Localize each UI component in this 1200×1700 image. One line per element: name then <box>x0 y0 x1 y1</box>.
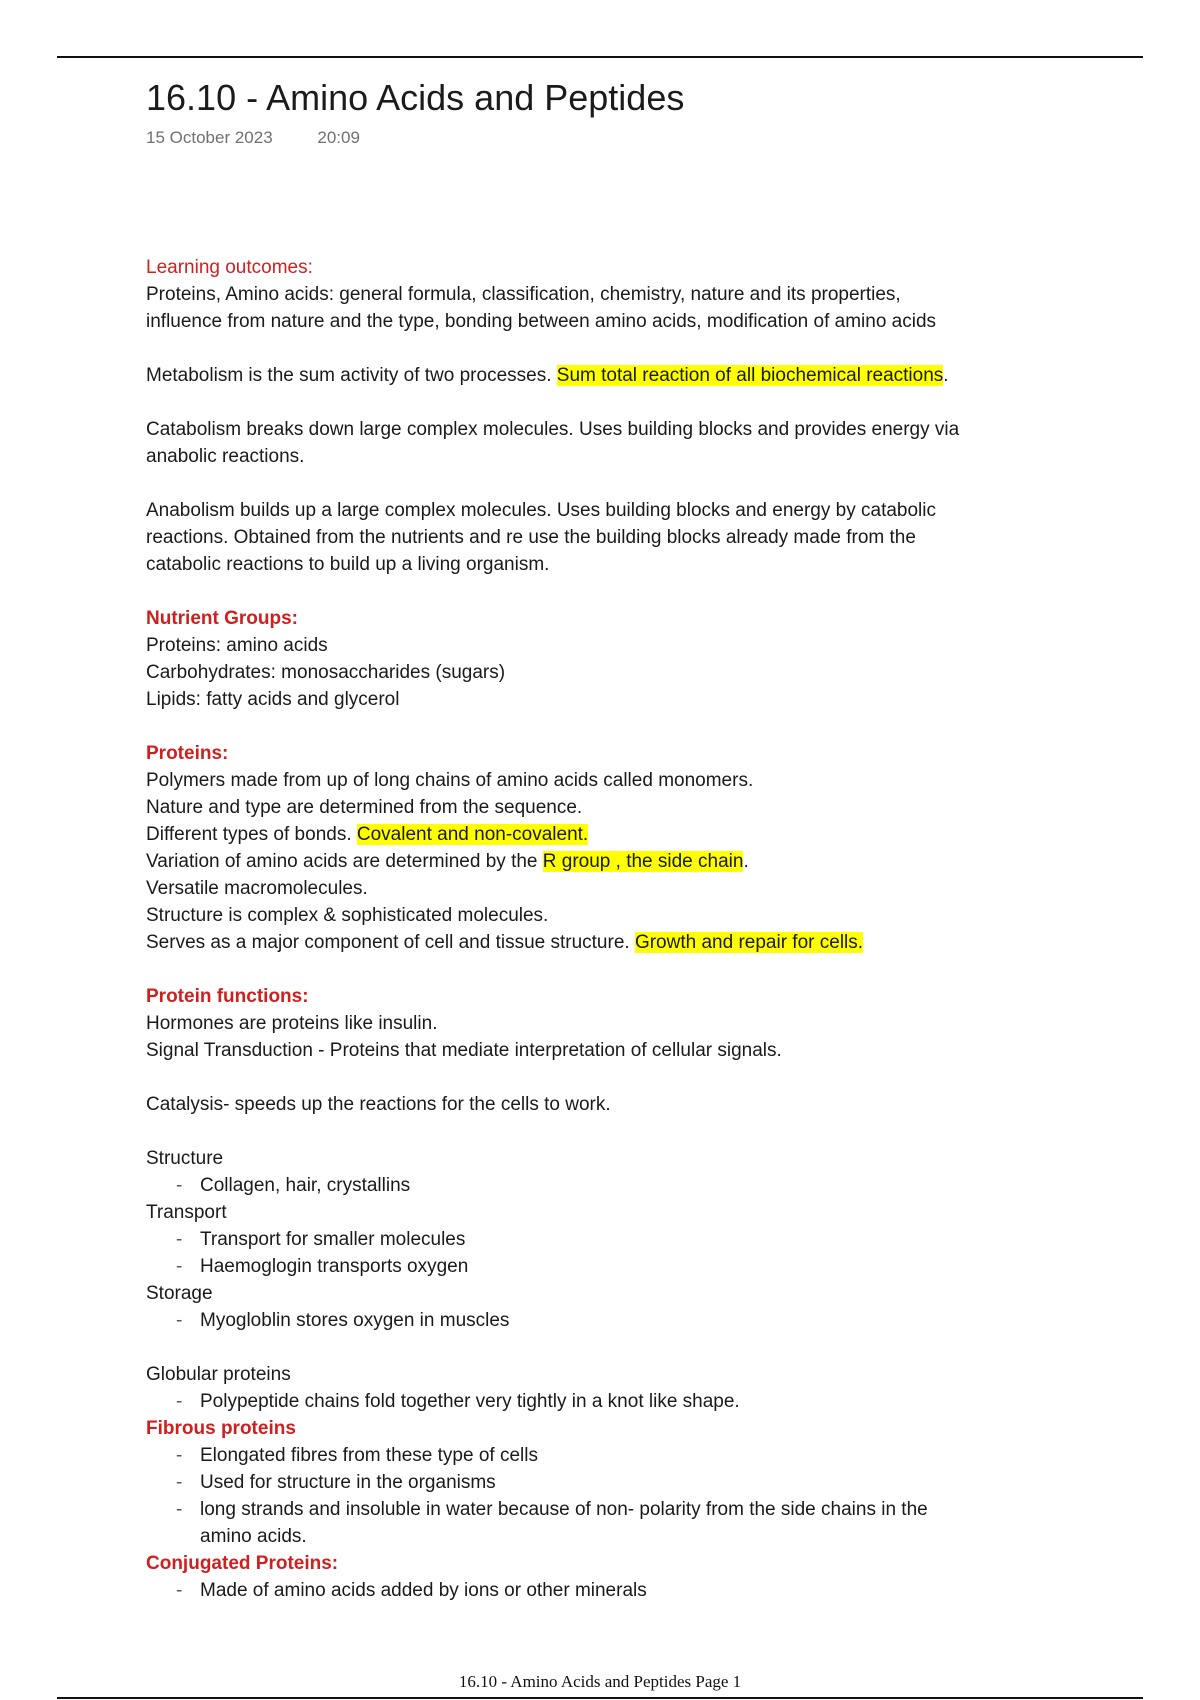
proteins-line-3 <box>146 821 1076 848</box>
proteins-line-2: Nature and type are determined from the sequence. <box>146 797 583 818</box>
page-footer: 16.10 - Amino Acids and Peptides Page 1 <box>458 1672 742 1691</box>
bullet-dash: - <box>176 1229 183 1250</box>
anabolism-line-3: catabolic reactions to build up a living organism. <box>146 554 550 575</box>
bullet-dash: - <box>176 1310 183 1331</box>
proteins-line-7-text: Serves as a major component of cell and tissue structure. <box>146 932 635 953</box>
anabolism-line-1: Anabolism builds up a large complex molecules. Uses building blocks and energy by catabolic <box>146 500 936 521</box>
page-meta <box>146 128 1076 152</box>
growth-highlight: Growth and repair for cells. <box>634 932 864 953</box>
learning-outcomes-text-2: influence from nature and the type, bonding between amino acids, modification of amino acids <box>146 311 937 332</box>
page-header <box>146 76 1076 152</box>
list-item <box>146 1577 1076 1604</box>
proteins-heading: Proteins: <box>146 743 229 764</box>
metabolism-highlight: Sum total reaction of all biochemical reactions <box>556 365 944 386</box>
nutrient-item: Carbohydrates: monosaccharides (sugars) <box>146 662 506 683</box>
metabolism-line <box>146 362 1076 389</box>
list-item <box>146 1253 1076 1280</box>
proteins-line-3-text: Different types of bonds. <box>146 824 357 845</box>
globular-label: Globular proteins <box>146 1364 291 1385</box>
proteins-line-7 <box>146 929 1076 956</box>
nutrient-item: Proteins: amino acids <box>146 635 328 656</box>
protein-functions-heading: Protein functions: <box>146 986 309 1007</box>
proteins-line-4 <box>146 848 1076 875</box>
anabolism-line-2: reactions. Obtained from the nutrients and re use the building blocks already made from the <box>146 527 916 548</box>
bullet-dash: - <box>176 1445 183 1466</box>
list-item-text: long strands and insoluble in water because of non- polarity from the side chains in the amino acids. <box>200 1499 928 1547</box>
proteins-line-4-text: Variation of amino acids are determined by the <box>146 851 543 872</box>
note-body <box>146 254 1076 1604</box>
bullet-dash: - <box>176 1472 183 1493</box>
list-item <box>146 1469 1076 1496</box>
proteins-line-6: Structure is complex & sophisticated molecules. <box>146 905 549 926</box>
bullet-dash: - <box>176 1256 183 1277</box>
conjugated-heading: Conjugated Proteins: <box>146 1553 339 1574</box>
proteins-line-1: Polymers made from up of long chains of amino acids called monomers. <box>146 770 754 791</box>
list-item-text: Elongated fibres from these type of cells <box>200 1445 538 1466</box>
metabolism-text: Metabolism is the sum activity of two processes. <box>146 365 557 386</box>
list-item <box>146 1172 1076 1199</box>
bottom-divider <box>57 1697 1143 1699</box>
structure-label: Structure <box>146 1148 224 1169</box>
functions-line-1: Hormones are proteins like insulin. <box>146 1013 438 1034</box>
top-divider <box>57 56 1143 58</box>
list-item <box>146 1442 1076 1469</box>
list-item <box>146 1388 1076 1415</box>
list-item-text: Haemoglogin transports oxygen <box>200 1256 469 1277</box>
bullet-dash: - <box>176 1499 183 1520</box>
catabolism-line-2: anabolic reactions. <box>146 446 305 467</box>
list-item <box>146 1226 1076 1253</box>
functions-line-3: Catalysis- speeds up the reactions for the cells to work. <box>146 1094 611 1115</box>
list-item-text: Myogloblin stores oxygen in muscles <box>200 1310 510 1331</box>
bullet-dash: - <box>176 1175 183 1196</box>
nutrient-item: Lipids: fatty acids and glycerol <box>146 689 400 710</box>
list-item-text: Used for structure in the organisms <box>200 1472 496 1493</box>
page-title: 16.10 - Amino Acids and Peptides <box>146 77 685 118</box>
list-item-text: Transport for smaller molecules <box>200 1229 466 1250</box>
learning-outcomes-text-1: Proteins, Amino acids: general formula, classification, chemistry, nature and its properties, <box>146 284 901 305</box>
page-time: 20:09 <box>317 128 360 147</box>
list-item <box>146 1496 940 1550</box>
bonds-highlight: Covalent and non-covalent. <box>356 824 589 845</box>
fibrous-heading: Fibrous proteins <box>146 1418 296 1439</box>
bullet-dash: - <box>176 1580 183 1601</box>
list-item-text: Collagen, hair, crystallins <box>200 1175 411 1196</box>
metabolism-suffix: . <box>943 365 949 386</box>
nutrient-groups-heading: Nutrient Groups: <box>146 608 298 629</box>
r-group-highlight: R group , the side chain <box>542 851 744 872</box>
transport-label: Transport <box>146 1202 227 1223</box>
list-item-text: Polypeptide chains fold together very tightly in a knot like shape. <box>200 1391 740 1412</box>
proteins-line-5: Versatile macromolecules. <box>146 878 368 899</box>
list-item <box>146 1307 1076 1334</box>
list-item-text: Made of amino acids added by ions or other minerals <box>200 1580 647 1601</box>
catabolism-line-1: Catabolism breaks down large complex molecules. Uses building blocks and provides energy via <box>146 419 960 440</box>
storage-label: Storage <box>146 1283 213 1304</box>
page-date: 15 October 2023 <box>146 128 273 147</box>
functions-line-2: Signal Transduction - Proteins that mediate interpretation of cellular signals. <box>146 1040 782 1061</box>
learning-outcomes-heading: Learning outcomes: <box>146 257 313 278</box>
proteins-line-4-suffix: . <box>743 851 749 872</box>
bullet-dash: - <box>176 1391 183 1412</box>
